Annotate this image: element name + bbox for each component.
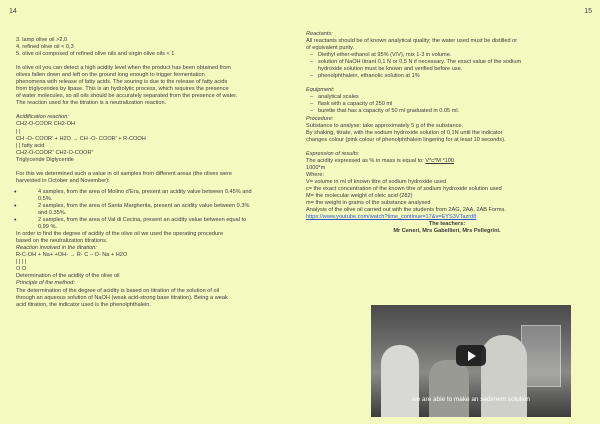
procedure-heading: Procedure:: [306, 115, 334, 122]
reaction-line: | | | |: [16, 259, 27, 266]
right-column: [306, 31, 588, 235]
play-icon[interactable]: [456, 345, 486, 366]
where-line: V= volume in ml of known titre of sodium hydroxide used: [306, 178, 447, 185]
list-item: 5. olive oil composed of refined olive oils and virgin olive oils < 1: [16, 51, 175, 58]
where-line: c= the exact concentration of the known titre of sodium hydroxide solution used: [306, 185, 502, 192]
reactant-item: [306, 59, 588, 73]
determination-line: Determination of the acidity of the olive oil: [16, 273, 120, 280]
reactants-heading: Reactants:: [306, 31, 333, 37]
intro-line: olives fallen down and left on the ground long enough to trigger fermentation: [16, 72, 205, 79]
formula-line: Triglyceride Diglyceride: [16, 156, 74, 163]
video-caption: we are able to make an sediment solution: [412, 396, 530, 403]
where-label: Where:: [306, 171, 325, 178]
acidification-heading: Acidification reaction:: [16, 114, 69, 121]
teachers-heading: The teachers:: [428, 221, 466, 228]
sample-bullet: [16, 217, 286, 231]
equipment-item: – flask with a capacity of 250 ml: [306, 101, 588, 108]
bullet-text: 0,99 %.: [38, 224, 57, 231]
page-number-left: 14: [9, 8, 17, 15]
reactants-intro-line: All reactants should be of known analytical quality; the water used must be distilled or: [306, 38, 518, 45]
video-person: [481, 335, 527, 417]
expression-heading: Expression of results:: [306, 150, 360, 157]
bullet-text: and 0.35%.: [38, 209, 67, 216]
samples-intro-line: harvested in October and November):: [16, 177, 110, 184]
intro-line: In olive oil you can detect a high acidity level when the product has been obtained from: [16, 65, 231, 72]
expression-text: The acidity expressed as % in mass is equal to:: [306, 157, 426, 164]
reactant-item: [306, 52, 588, 59]
principle-heading: Principle of the method:: [16, 280, 75, 287]
intro-line: phenomena with release of fatty acids. The souring is due to the release of fatty acids: [16, 79, 228, 86]
where-line: M= the molecular weight of oleic acid (282): [306, 192, 413, 199]
video-player[interactable]: [371, 305, 571, 417]
reactants-intro-line: of equivalent purity.: [306, 45, 355, 52]
expression-denominator: 1000*m: [306, 164, 326, 171]
equipment-item: – burette that has a capacity of 50 ml graduated in 0.05 ml.: [306, 108, 588, 115]
intro-line: from triglycerides by lipase. This is an hydrolytic process, which requires the presence: [16, 86, 229, 93]
titration-line: In order to find the degree of acidity of the olive oil we used the operating procedure: [16, 231, 224, 238]
video-person: [429, 360, 469, 417]
expression-formula: V*c*M *100: [425, 157, 454, 164]
bullet-text: 0.5%.: [38, 195, 53, 202]
procedure-line: Substance to analyse: take approximately 5 g of the substance.: [306, 122, 464, 129]
reactant-text: – solution of NaOH titrant 0,1 N or 0,5 N if necessary. The exact value of the sodium: [318, 59, 522, 66]
reactant-text: – Diethyl ether-ethanol at 95% (V/V), mix 1-3 in volume.: [318, 52, 452, 59]
reaction-heading: Reaction involved in the titration:: [16, 245, 97, 252]
video-person: [381, 345, 419, 417]
page-number-right: 15: [584, 8, 592, 15]
list-item: 4. refined olive oil < 0,3: [16, 44, 74, 51]
left-column: [16, 37, 286, 309]
formula-line: CH2-O-COOR CH2-OH: [16, 121, 76, 128]
sample-bullet: [16, 189, 286, 203]
teachers-names: Mr Ceneri, Mrs Gabellieri, Mrs Pellegrini.: [393, 228, 501, 235]
where-line: m= the weight in grams of the substance analysed: [306, 200, 431, 207]
formula-line: | | fatty acid: [16, 142, 45, 149]
principle-line: through an aqueous solution of NaOH (weak acid-strong base titration). Being a weak: [16, 294, 228, 301]
principle-line: The determination of the degree of acidity is based on titration of the solution of oil: [16, 287, 220, 294]
principle-line: acid titration, the indicator used is the phenolphthalein.: [16, 301, 151, 308]
intro-line: The reaction used for the titration is a neutralization reaction.: [16, 100, 167, 107]
samples-intro-line: For this we determined such a value in oil samples from different areas (the olives were: [16, 170, 232, 177]
reactant-text: – phenolphthalein, ethanolic solution at 1%: [318, 73, 420, 80]
equipment-item: – analytical scales: [306, 94, 588, 101]
equipment-heading: Equipment:: [306, 87, 335, 94]
formula-line: CH2-O-COOR” CH2-O-COOR”: [16, 149, 94, 156]
bullet-text: • 4 samples, from the area of Molino d’Era, present an acidity value between 0.45% and: [38, 188, 252, 195]
list-item: 3. lamp olive oil >2,0: [16, 37, 68, 43]
formula-line: | |: [16, 128, 21, 135]
reaction-line: O O: [16, 266, 27, 273]
bullet-text: • 2 samples, from the area of Val di Cecina, present an acidity value between equal to: [38, 217, 247, 224]
procedure-line: By shaking, titrate, with the sodium hydroxide solution of 0,1N until the indicator: [306, 129, 503, 136]
video-link[interactable]: https://www.youtube.com/watch?time_continue=17&v=EYS3VTazrd8: [306, 214, 477, 221]
intro-line: of water molecules, so all oils should be accurately separated from the presence of water.: [16, 93, 238, 100]
video-glassware: [521, 325, 561, 387]
right-page: [300, 0, 600, 424]
titration-line: based on the neutralization titrations.: [16, 238, 108, 245]
sample-bullet: [16, 203, 286, 217]
reaction-line: R-C-OH + Na+ +OH- → R- C – O- Na + H2O: [16, 252, 128, 259]
bullet-text: • 2 samples, from the area of Santa Margherita, present an acidity value between 0.3%: [38, 202, 250, 209]
expression-line: [306, 158, 588, 165]
where-line: Analysis of the olive oil carried out with the students from 2AG, 2AA, 2AB Forms.: [306, 207, 506, 214]
reactant-text: hydroxide solution must be known and verified before use.: [318, 66, 463, 73]
reactant-item: [306, 73, 588, 80]
procedure-line: changes colour (pink colour of phenolphthalein lingering for at least 10 seconds).: [306, 136, 506, 143]
formula-line: CH -O- COOR’ + H2O → CH -O- COOR’ + R-COOH: [16, 135, 146, 142]
